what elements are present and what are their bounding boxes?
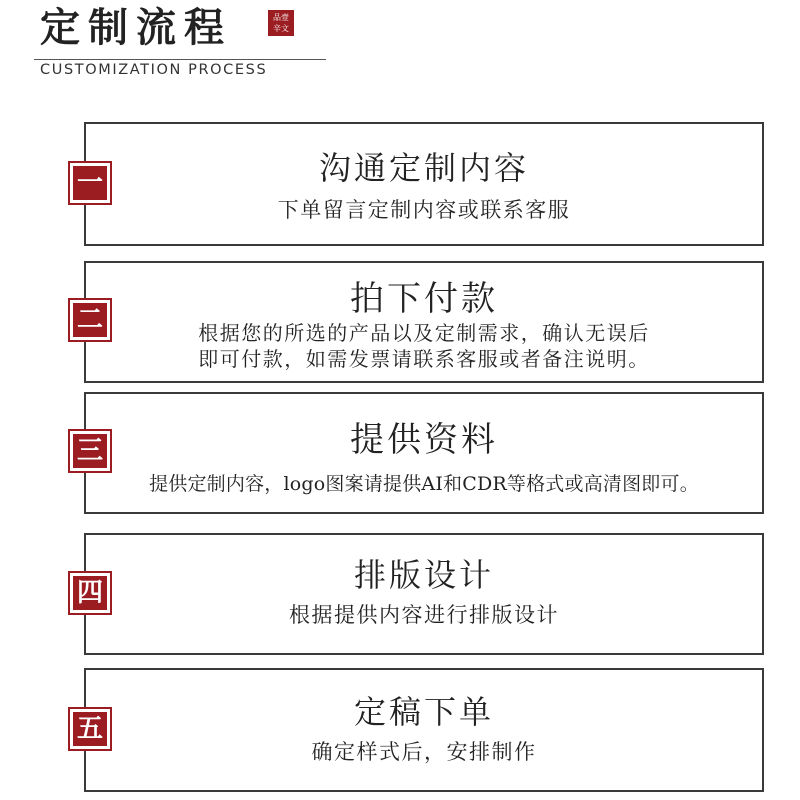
step-description-line: 即可付款，如需发票请联系客服或者备注说明。 <box>198 347 650 371</box>
seal-text: 品壹辛文 <box>273 13 289 33</box>
step-number-badge: 二 <box>68 298 112 342</box>
step-number-badge: 三 <box>68 429 112 473</box>
step-title: 定稿下单 <box>353 693 494 731</box>
step-description-line: 根据您的所选的产品以及定制需求，确认无误后 <box>198 321 650 345</box>
step-description-line: 确定样式后，安排制作 <box>311 740 537 764</box>
step-card-4 <box>84 533 764 655</box>
seal-stamp <box>268 10 294 36</box>
page-subtitle: CUSTOMIZATION PROCESS <box>40 62 268 78</box>
page-header <box>0 0 800 100</box>
step-description-line: 提供定制内容，logo图案请提供AI和CDR等格式或高清图即可。 <box>149 473 699 495</box>
step-card-5 <box>84 668 764 792</box>
step-number-badge: 一 <box>68 161 112 205</box>
step-card-1 <box>84 122 764 246</box>
step-description-line: 下单留言定制内容或联系客服 <box>277 198 571 222</box>
step-title: 拍下付款 <box>350 279 498 319</box>
step-title: 提供资料 <box>350 420 498 460</box>
step-number-badge: 四 <box>68 571 112 615</box>
step-title: 沟通定制内容 <box>318 149 529 187</box>
step-description-line: 根据提供内容进行排版设计 <box>289 603 559 627</box>
step-card-2 <box>84 261 764 383</box>
header-divider <box>34 59 326 60</box>
page-title: 定制流程 <box>40 4 232 51</box>
step-number-badge: 五 <box>68 707 112 751</box>
step-title: 排版设计 <box>353 556 494 594</box>
step-card-3 <box>84 392 764 514</box>
